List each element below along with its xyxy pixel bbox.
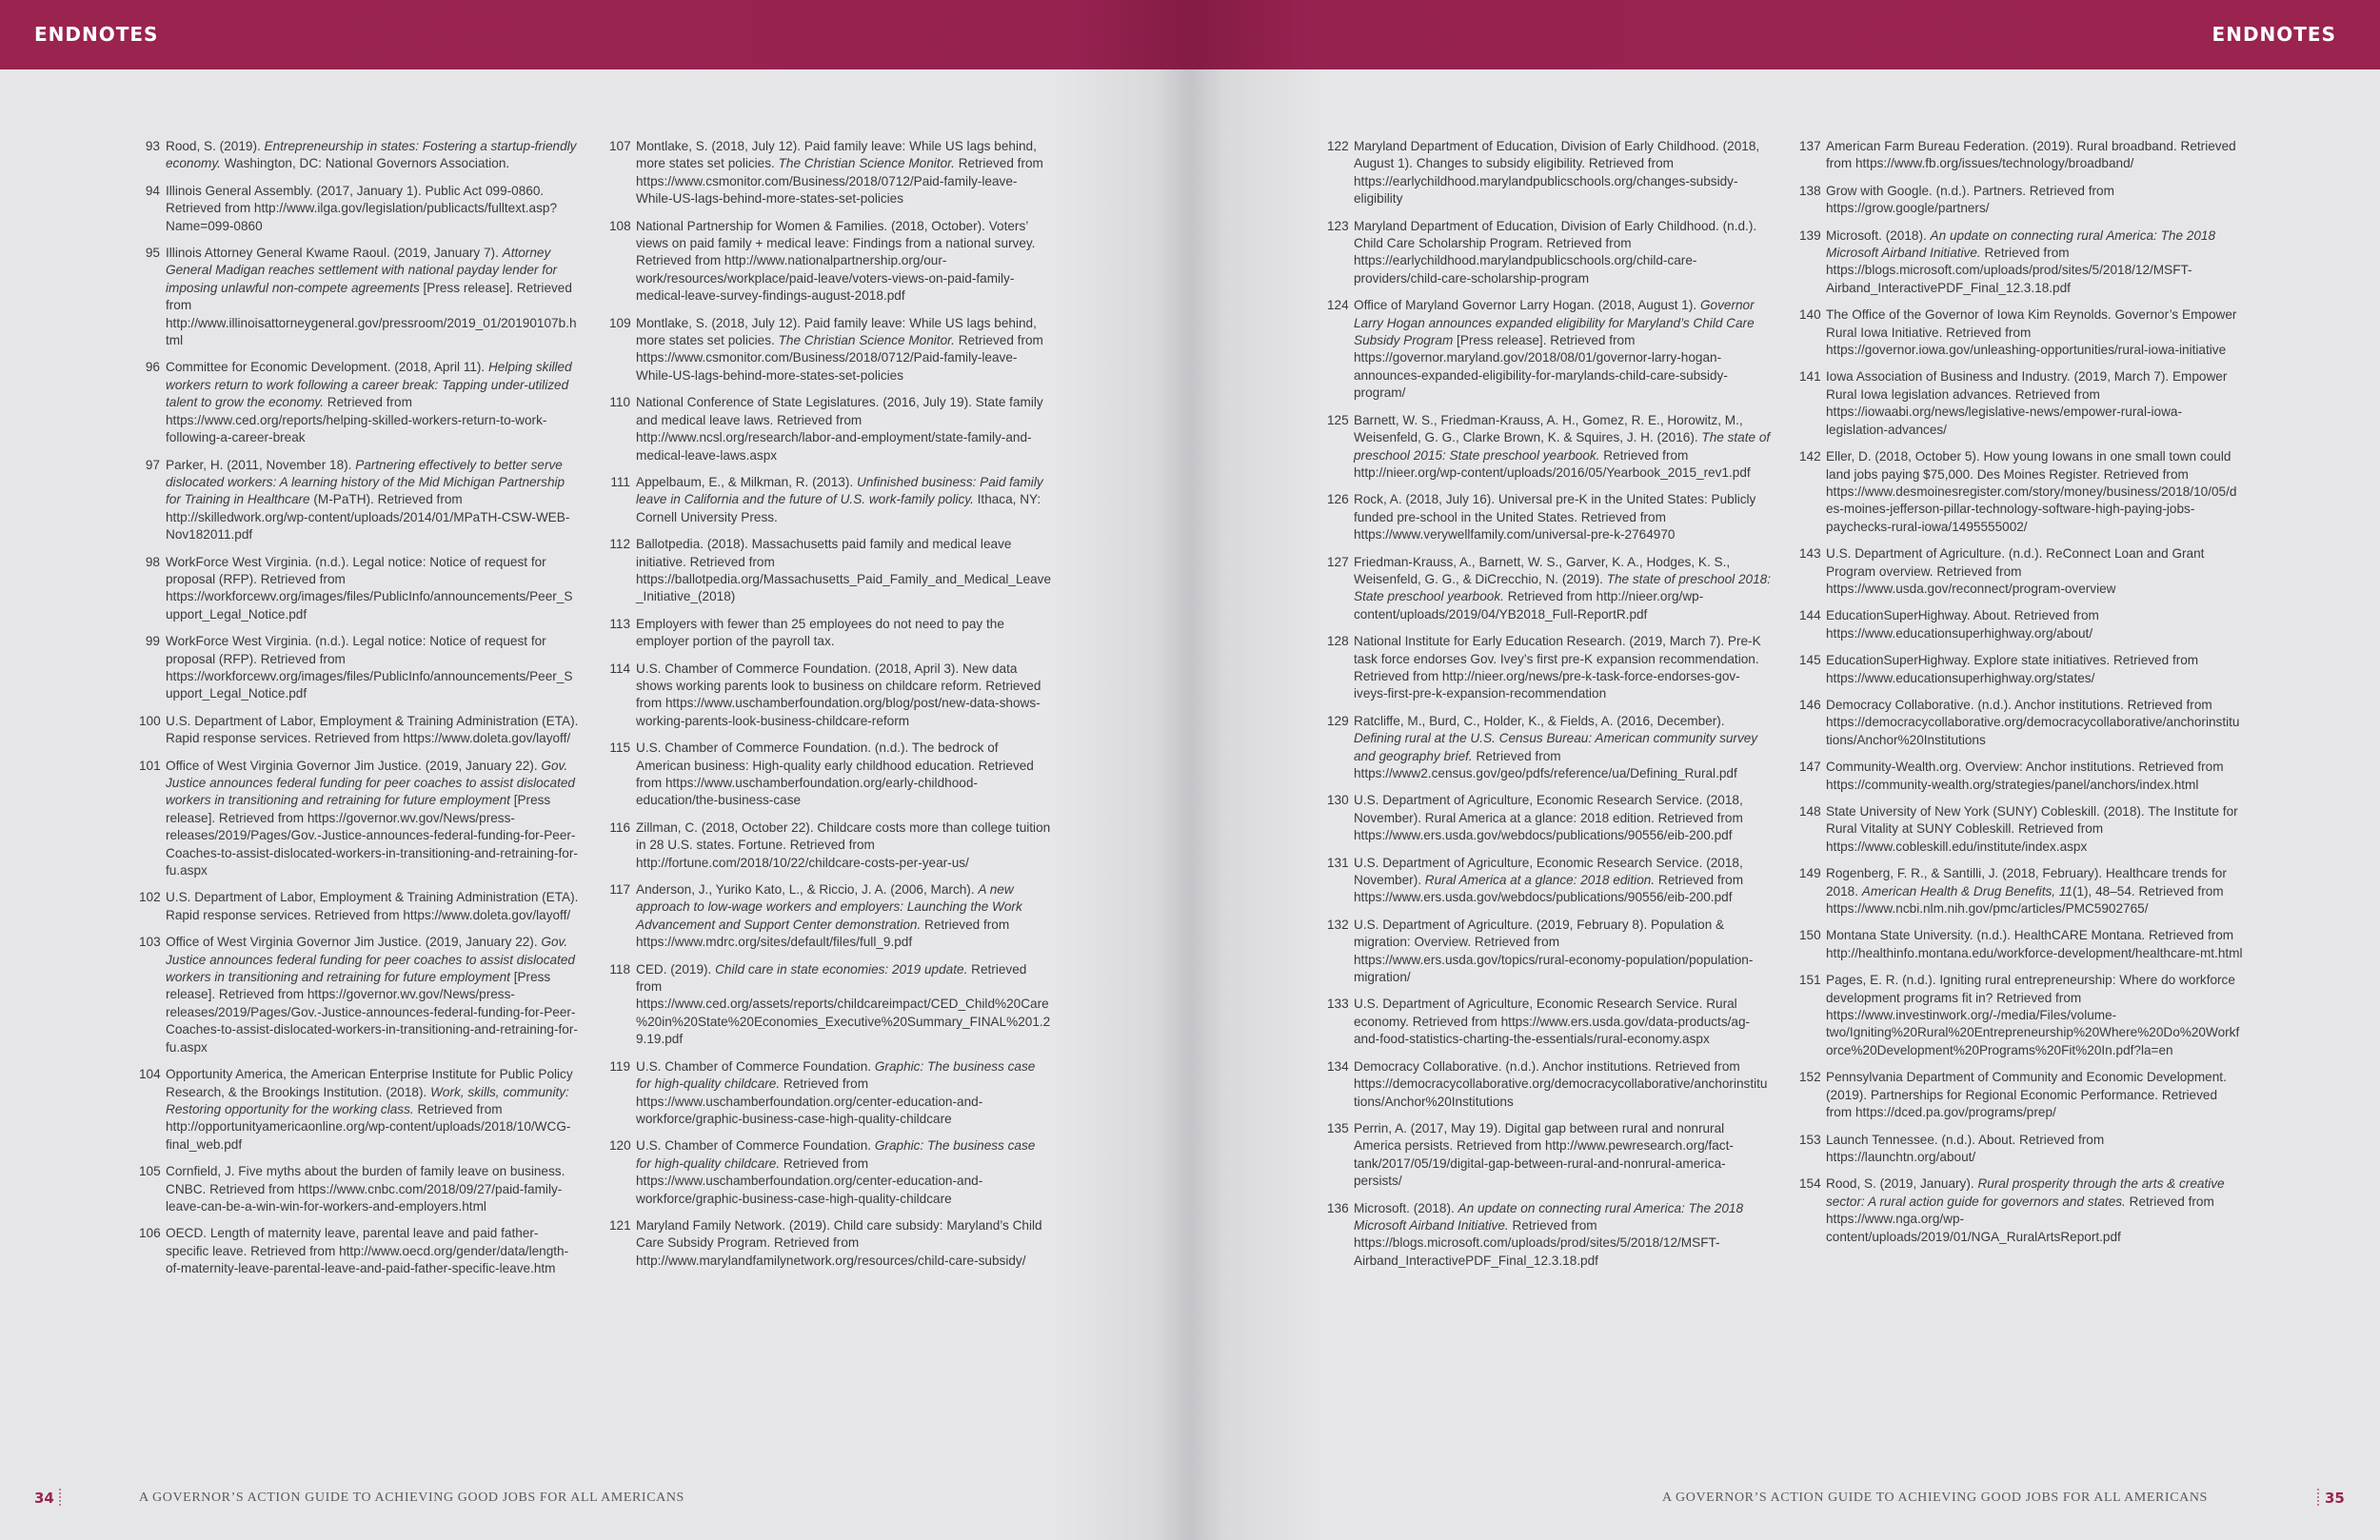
endnote-number: 120 xyxy=(609,1138,631,1154)
endnote-121 xyxy=(609,1217,1053,1270)
endnote-text: Committee for Economic Development. (2018, April 11). Helping skilled workers return to work following a career break: Tapping under-utilized talent to grow the economy. Retrieved from https://www.ced.org/reports/helping-skilled-workers-return-to-work-following-a-career-break xyxy=(166,360,572,445)
endnote-149 xyxy=(1799,865,2243,918)
endnote-number: 139 xyxy=(1799,227,1821,243)
endnote-number: 130 xyxy=(1327,793,1349,808)
endnote-101 xyxy=(139,758,579,880)
endnote-135 xyxy=(1327,1120,1771,1191)
endnote-number: 153 xyxy=(1799,1132,1821,1147)
endnote-102 xyxy=(139,889,579,924)
endnote-text: Rood, S. (2019). Entrepreneurship in states: Fostering a startup-friendly economy. Washington, DC: National Governors Association. xyxy=(166,139,577,171)
endnote-136 xyxy=(1327,1200,1771,1271)
endnote-text: U.S. Chamber of Commerce Foundation. (n.d.). The bedrock of American business: High-quality early childhood education. Retrieved from https://www.uschamberfoundation.org/early-childhood-education/the-business-case xyxy=(636,740,1034,808)
endnote-151 xyxy=(1799,972,2243,1059)
endnotes-column-3 xyxy=(1327,138,1771,1279)
endnote-145 xyxy=(1799,652,2243,687)
endnote-text: Office of West Virginia Governor Jim Justice. (2019, January 22). Gov. Justice announces federal funding for peer coaches to assist dislocated workers in transitioning and retraining for future employment [Press release]. Retrieved from https://governor.wv.gov/News/press-releases/2019/Pages/Gov.-Justice-announces-federal-funding-for-Peer-Coaches-to-assist-dislocated-workers-in-transitioning-and-retraining-for-fu.aspx xyxy=(166,758,578,879)
endnote-text: Montlake, S. (2018, July 12). Paid family leave: While US lags behind, more states set policies. The Christian Science Monitor. Retrieved from https://www.csmonitor.com/Business/2018/0712/Paid-family-leave-While-US-lags-behind-more-states-set-policies xyxy=(636,315,1043,383)
endnote-number: 115 xyxy=(609,740,630,756)
endnote-text: EducationSuperHighway. About. Retrieved from https://www.educationsuperhighway.org/about/ xyxy=(1826,608,2099,641)
endnote-text: WorkForce West Virginia. (n.d.). Legal notice: Notice of request for proposal (RFP). Retrieved from https://workforcewv.org/images/files/PublicInfo/announcements/Peer_Support_Legal_Notice.pdf xyxy=(166,554,573,622)
endnote-number: 118 xyxy=(609,961,630,977)
endnote-number: 149 xyxy=(1799,866,1821,881)
endnote-text: Launch Tennessee. (n.d.). About. Retrieved from https://launchtn.org/about/ xyxy=(1826,1132,2105,1164)
endnote-109 xyxy=(609,315,1053,385)
footer-title: A GOVERNOR’S ACTION GUIDE TO ACHIEVING GOOD JOBS FOR ALL AMERICANS xyxy=(1662,1491,2208,1505)
endnote-127 xyxy=(1327,554,1771,624)
endnote-107 xyxy=(609,138,1053,208)
endnote-number: 101 xyxy=(139,758,161,773)
endnote-number: 132 xyxy=(1327,917,1349,932)
endnote-number: 98 xyxy=(145,554,160,569)
endnote-number: 117 xyxy=(609,882,630,898)
endnote-number: 107 xyxy=(609,139,631,153)
endnote-text: Pages, E. R. (n.d.). Igniting rural entrepreneurship: Where do workforce development programs fit in? Retrieved from https://www.investinwork.org/-/media/Files/volume-two/Igniting%20Rural%20Entrepreneurship%20Where%20Do%20Workforce%20Development%20Programs%20Fit%20In.pdf?la=en xyxy=(1826,973,2240,1057)
endnote-119 xyxy=(609,1058,1053,1129)
endnote-95 xyxy=(139,245,579,349)
endnote-105 xyxy=(139,1163,579,1215)
endnote-number: 93 xyxy=(145,139,160,153)
endnote-text: The Office of the Governor of Iowa Kim Reynolds. Governor’s Empower Rural Iowa Initiative. Retrieved from https://governor.iowa.gov/unleashing-opportunities/rural-iowa-initiative xyxy=(1826,307,2237,358)
endnote-134 xyxy=(1327,1058,1771,1111)
endnotes-column-1 xyxy=(139,138,579,1288)
endnote-text: National Conference of State Legislatures. (2016, July 19). State family and medical leave laws. Retrieved from http://www.ncsl.org/research/labor-and-employment/state-family-and-medical-leave-laws.aspx xyxy=(636,395,1043,463)
endnote-number: 154 xyxy=(1799,1176,1821,1192)
endnote-text: OECD. Length of maternity leave, parental leave and paid father-specific leave. Retrieved from http://www.oecd.org/gender/data/length-of-maternity-leave-parental-leave-and-paid-father-specific-leave.htm xyxy=(166,1226,569,1276)
endnote-text: Montlake, S. (2018, July 12). Paid family leave: While US lags behind, more states set policies. The Christian Science Monitor. Retrieved from https://www.csmonitor.com/Business/2018/0712/Paid-family-leave-While-US-lags-behind-more-states-set-policies xyxy=(636,139,1043,207)
endnote-text: Barnett, W. S., Friedman-Krauss, A. H., Gomez, R. E., Horowitz, M., Weisenfeld, G. G., Clarke Brown, K. & Squires, J. H. (2016). The state of preschool 2015: State preschool yearbook. Retrieved from http://nieer.org/wp-content/uploads/2016/05/Yearbook_2015_rev1.pdf xyxy=(1354,412,1771,480)
endnote-137 xyxy=(1799,138,2243,173)
endnote-text: U.S. Chamber of Commerce Foundation. Graphic: The business case for high-quality childcare. Retrieved from https://www.uschamberfoundation.org/center-education-and-workforce/graphic-business-case-high-quality-childcare xyxy=(636,1058,1036,1126)
endnote-number: 145 xyxy=(1799,653,1821,668)
endnote-114 xyxy=(609,661,1053,731)
endnote-number: 110 xyxy=(609,395,630,410)
endnote-number: 129 xyxy=(1327,713,1349,728)
endnote-number: 112 xyxy=(609,537,630,552)
endnote-number: 138 xyxy=(1799,183,1821,198)
endnote-number: 122 xyxy=(1327,139,1349,153)
endnote-146 xyxy=(1799,697,2243,749)
endnote-106 xyxy=(139,1225,579,1277)
endnote-text: Illinois General Assembly. (2017, January 1). Public Act 099-0860. Retrieved from http://www.ilga.gov/legislation/publicacts/fulltext.asp?Name=099-0860 xyxy=(166,183,558,233)
endnote-text: U.S. Department of Agriculture, Economic Research Service. (2018, November). Rural America at a glance: 2018 edition. Retrieved from https://www.ers.usda.gov/webdocs/publications/90556/eib-200.pdf xyxy=(1354,793,1743,843)
endnote-text: Maryland Family Network. (2019). Child care subsidy: Maryland’s Child Care Subsidy Program. Retrieved from http://www.marylandfamilynetwork.org/resources/child-care-subsidy/ xyxy=(636,1217,1042,1268)
endnote-number: 127 xyxy=(1327,554,1349,569)
endnote-text: National Institute for Early Education Research. (2019, March 7). Pre-K task force endorses Gov. Ivey’s first pre-K expansion recommendation. Retrieved from http://nieer.org/news/pre-k-task-force-endorses-gov-iveys-first-pre-k-expansion-recommendation xyxy=(1354,634,1761,701)
endnote-129 xyxy=(1327,713,1771,783)
section-title: ENDNOTES xyxy=(2211,23,2336,46)
endnote-text: Iowa Association of Business and Industry. (2019, March 7). Empower Rural Iowa legislation advances. Retrieved from https://iowaabi.org/news/legislative-news/empower-rural-iowa-legislation-advances/ xyxy=(1826,369,2228,437)
endnotes-column-2 xyxy=(609,138,1053,1279)
endnote-number: 119 xyxy=(609,1058,630,1074)
endnote-96 xyxy=(139,359,579,446)
endnote-text: Parker, H. (2011, November 18). Partnering effectively to better serve dislocated workers: A learning history of the Mid Michigan Partnership for Training in Healthcare (M-PaTH). Retrieved from http://skilledwork.org/wp-content/uploads/2014/01/MPaTH-CSW-WEB-Nov182011.pdf xyxy=(166,457,570,543)
endnote-number: 114 xyxy=(609,661,630,676)
endnote-153 xyxy=(1799,1132,2243,1167)
endnote-text: American Farm Bureau Federation. (2019). Rural broadband. Retrieved from https://www.fb.org/issues/technology/broadband/ xyxy=(1826,139,2236,171)
endnote-text: EducationSuperHighway. Explore state initiatives. Retrieved from https://www.educationsuperhighway.org/states/ xyxy=(1826,653,2199,685)
endnote-text: Office of Maryland Governor Larry Hogan. (2018, August 1). Governor Larry Hogan announces expanded eligibility for Maryland’s Child Care Subsidy Program [Press release]. Retrieved from https://governor.maryland.gov/2018/08/01/governor-larry-hogan-announces-expanded-eligibility-for-marylands-child-care-subsidy-program/ xyxy=(1354,298,1755,401)
endnote-number: 94 xyxy=(145,183,160,198)
header-band xyxy=(1190,0,2380,69)
endnote-number: 97 xyxy=(145,457,160,472)
endnote-text: Illinois Attorney General Kwame Raoul. (2019, January 7). Attorney General Madigan reaches settlement with national payday lender for imposing unlawful non-compete agreements [Press release]. Retrieved from http://www.illinoisattorneygeneral.gov/pressroom/2019_01/20190107b.html xyxy=(166,246,577,348)
endnote-number: 111 xyxy=(610,474,630,489)
endnote-124 xyxy=(1327,297,1771,402)
endnote-number: 103 xyxy=(139,935,161,950)
endnote-number: 133 xyxy=(1327,997,1349,1012)
endnote-150 xyxy=(1799,927,2243,962)
endnote-154 xyxy=(1799,1175,2243,1246)
endnote-108 xyxy=(609,218,1053,306)
endnote-147 xyxy=(1799,759,2243,794)
endnote-142 xyxy=(1799,448,2243,536)
endnote-133 xyxy=(1327,996,1771,1048)
endnote-text: CED. (2019). Child care in state economies: 2019 update. Retrieved from https://www.ced.org/assets/reports/childcareimpact/CED_Child%20Care%20in%20State%20Economies_Executive%20Summary_FINAL%201.29.19.pdf xyxy=(636,961,1051,1047)
endnote-text: U.S. Department of Labor, Employment & Training Administration (ETA). Rapid response services. Retrieved from https://www.doleta.gov/layoff/ xyxy=(166,713,579,746)
endnote-text: Maryland Department of Education, Division of Early Childhood. (n.d.). Child Care Scholarship Program. Retrieved from https://earlychildhood.marylandpublicschools.org/child-care-providers/child-care-scholarship-program xyxy=(1354,218,1757,286)
endnote-text: Ratcliffe, M., Burd, C., Holder, K., & Fields, A. (2016, December). Defining rural at the U.S. Census Bureau: American community survey and geography brief. Retrieved from https://www2.census.gov/geo/pdfs/reference/ua/Defining_Rural.pdf xyxy=(1354,713,1758,780)
endnote-138 xyxy=(1799,183,2243,218)
endnote-text: U.S. Department of Labor, Employment & Training Administration (ETA). Rapid response services. Retrieved from https://www.doleta.gov/layoff/ xyxy=(166,890,579,922)
endnote-number: 109 xyxy=(609,315,631,330)
endnote-120 xyxy=(609,1137,1053,1208)
endnote-115 xyxy=(609,740,1053,810)
endnote-97 xyxy=(139,457,579,544)
endnote-text: U.S. Chamber of Commerce Foundation. Graphic: The business case for high-quality childcare. Retrieved from https://www.uschamberfoundation.org/center-education-and-workforce/graphic-business-case-high-quality-childcare xyxy=(636,1138,1036,1206)
endnote-126 xyxy=(1327,491,1771,543)
endnote-text: U.S. Department of Agriculture. (2019, February 8). Population & migration: Overview. Retrieved from https://www.ers.usda.gov/topics/rural-economy-population/population-migration/ xyxy=(1354,917,1754,985)
endnote-text: Microsoft. (2018). An update on connecting rural America: The 2018 Microsoft Airband Initiative. Retrieved from https://blogs.microsoft.com/uploads/prod/sites/5/2018/12/MSFT-Airband_InteractivePDF_Final_12.3.18.pdf xyxy=(1354,1200,1744,1268)
endnote-number: 125 xyxy=(1327,412,1349,427)
endnote-93 xyxy=(139,138,579,173)
endnote-number: 144 xyxy=(1799,608,1821,623)
section-title: ENDNOTES xyxy=(34,23,159,46)
endnote-98 xyxy=(139,554,579,624)
endnote-text: WorkForce West Virginia. (n.d.). Legal notice: Notice of request for proposal (RFP). Retrieved from https://workforcewv.org/images/files/PublicInfo/announcements/Peer_Support_Legal_Notice.pdf xyxy=(166,634,573,701)
endnote-number: 105 xyxy=(139,1164,161,1179)
endnote-text: Ballotpedia. (2018). Massachusetts paid family and medical leave initiative. Retrieved from https://ballotpedia.org/Massachusetts_Paid_Family_and_Medical_Leave_Initiative_(2018) xyxy=(636,537,1052,604)
endnote-number: 96 xyxy=(145,360,160,375)
right-page xyxy=(1190,0,2380,1540)
endnote-number: 151 xyxy=(1799,973,1821,988)
endnote-text: Friedman-Krauss, A., Barnett, W. S., Garver, K. A., Hodges, K. S., Weisenfeld, G. G., & DiCrecchio, N. (2019). The state of preschool 2018: State preschool yearbook. Retrieved from http://nieer.org/wp-content/uploads/2019/04/YB2018_Full-ReportR.pdf xyxy=(1354,554,1771,622)
endnote-104 xyxy=(139,1066,579,1154)
endnote-number: 146 xyxy=(1799,697,1821,712)
endnote-110 xyxy=(609,394,1053,464)
endnote-text: Community-Wealth.org. Overview: Anchor institutions. Retrieved from https://community-wealth.org/strategies/panel/anchors/index.html xyxy=(1826,760,2224,792)
endnote-112 xyxy=(609,536,1053,606)
endnote-text: Zillman, C. (2018, October 22). Childcare costs more than college tuition in 28 U.S. states. Fortune. Retrieved from http://fortune.com/2018/10/22/childcare-costs-per-year-us/ xyxy=(636,819,1051,870)
endnote-113 xyxy=(609,616,1053,651)
endnote-139 xyxy=(1799,227,2243,298)
endnote-number: 124 xyxy=(1327,298,1349,313)
endnote-number: 142 xyxy=(1799,449,1821,464)
endnote-number: 106 xyxy=(139,1226,161,1241)
endnote-111 xyxy=(609,474,1053,526)
endnote-123 xyxy=(1327,218,1771,288)
endnote-number: 100 xyxy=(139,713,161,728)
endnote-text: U.S. Chamber of Commerce Foundation. (2018, April 3). New data shows working parents look to business on childcare reform. Retrieved from https://www.uschamberfoundation.org/blog/post/new-data-shows-working-parents-look-business-childcare-reform xyxy=(636,661,1041,728)
endnote-128 xyxy=(1327,633,1771,703)
endnote-text: Grow with Google. (n.d.). Partners. Retrieved from https://grow.google/partners/ xyxy=(1826,183,2114,216)
endnote-text: Employers with fewer than 25 employees do not need to pay the employer portion of the payroll tax. xyxy=(636,616,1004,649)
endnote-94 xyxy=(139,183,579,235)
endnote-text: Maryland Department of Education, Division of Early Childhood. (2018, August 1). Changes to subsidy eligibility. Retrieved from https://earlychildhood.marylandpublicschools.org/changes-subsidy-eligibility xyxy=(1354,139,1760,207)
page-number: 34 xyxy=(34,1490,54,1507)
endnote-text: Anderson, J., Yuriko Kato, L., & Riccio, J. A. (2006, March). A new approach to low-wage workers and employers: Launching the Work Advancement and Support Center demonstration. Retrieved from https://www.mdrc.org/sites/default/files/full_9.pdf xyxy=(636,882,1022,950)
endnote-number: 116 xyxy=(609,819,630,835)
endnote-text: Pennsylvania Department of Community and Economic Development. (2019). Partnerships for Regional Economic Performance. Retrieved from https://dced.pa.gov/programs/prep/ xyxy=(1826,1070,2227,1120)
endnote-number: 150 xyxy=(1799,928,1821,943)
endnote-118 xyxy=(609,961,1053,1049)
endnote-number: 148 xyxy=(1799,804,1821,819)
endnote-text: Microsoft. (2018). An update on connecting rural America: The 2018 Microsoft Airband Initiative. Retrieved from https://blogs.microsoft.com/uploads/prod/sites/5/2018/12/MSFT-Airband_InteractivePDF_Final_12.3.18.pdf xyxy=(1826,227,2216,295)
endnote-144 xyxy=(1799,607,2243,642)
endnote-number: 137 xyxy=(1799,139,1821,153)
endnote-text: National Partnership for Women & Families. (2018, October). Voters’ views on paid family + medical leave: Findings from a national survey. Retrieved from http://www.nationalpartnership.org/our-work/resources/workplace/paid-leave/voters-views-on-paid-family-medical-leave-survey-findings-august-2018.pdf xyxy=(636,218,1036,304)
endnote-text: Office of West Virginia Governor Jim Justice. (2019, January 22). Gov. Justice announces federal funding for peer coaches to assist dislocated workers in transitioning and retraining for future employment [Press release]. Retrieved from https://governor.wv.gov/News/press-releases/2019/Pages/Gov.-Justice-announces-federal-funding-for-Peer-Coaches-to-assist-dislocated-workers-in-transitioning-and-retraining-for-fu.aspx xyxy=(166,935,578,1055)
endnote-number: 143 xyxy=(1799,546,1821,562)
endnote-number: 102 xyxy=(139,890,161,905)
endnote-text: Rood, S. (2019, January). Rural prosperity through the arts & creative sector: A rural action guide for governors and states. Retrieved from https://www.nga.org/wp-content/uploads/2019/01/NGA_RuralArtsReport.pdf xyxy=(1826,1176,2225,1244)
endnote-number: 126 xyxy=(1327,492,1349,507)
endnote-number: 140 xyxy=(1799,307,1821,323)
page-number-divider xyxy=(59,1489,61,1506)
endnote-125 xyxy=(1327,412,1771,483)
endnote-text: State University of New York (SUNY) Cobleskill. (2018). The Institute for Rural Vitality at SUNY Cobleskill. Retrieved from https://www.cobleskill.edu/institute/index.aspx xyxy=(1826,804,2238,854)
endnote-number: 113 xyxy=(609,616,630,631)
endnote-text: U.S. Department of Agriculture, Economic Research Service. (2018, November). Rural America at a glance: 2018 edition. Retrieved from https://www.ers.usda.gov/webdocs/publications/90556/eib-200.pdf xyxy=(1354,855,1744,905)
page-number: 35 xyxy=(2325,1490,2345,1507)
endnote-143 xyxy=(1799,545,2243,598)
endnote-text: Perrin, A. (2017, May 19). Digital gap between rural and nonrural America persists. Retrieved from http://www.pewresearch.org/fact-tank/2017/05/19/digital-gap-between-rural-and-nonrural-america-persists/ xyxy=(1354,1120,1734,1189)
endnote-text: Rogenberg, F. R., & Santilli, J. (2018, February). Healthcare trends for 2018. American Health & Drug Benefits, 11(1), 48–54. Retrieved from https://www.ncbi.nlm.nih.gov/pmc/articles/PMC5902765/ xyxy=(1826,866,2227,917)
endnote-100 xyxy=(139,713,579,748)
endnote-number: 134 xyxy=(1327,1058,1349,1074)
endnote-text: Eller, D. (2018, October 5). How young Iowans in one small town could land jobs paying $75,000. Des Moines Register. Retrieved from https://www.desmoinesregister.com/story/money/business/2018/10/05/des-moines-jefferson-pillar-technology-software-high-paying-jobs-paychecks-rural-iowa/1495555002/ xyxy=(1826,449,2237,534)
header-band xyxy=(0,0,1190,69)
page-number-divider xyxy=(2317,1489,2319,1506)
endnote-99 xyxy=(139,633,579,703)
endnote-122 xyxy=(1327,138,1771,208)
endnote-number: 104 xyxy=(139,1067,161,1082)
endnote-117 xyxy=(609,881,1053,952)
endnote-number: 136 xyxy=(1327,1200,1349,1215)
endnote-number: 108 xyxy=(609,218,631,233)
endnote-text: Cornfield, J. Five myths about the burden of family leave on business. CNBC. Retrieved from https://www.cnbc.com/2018/09/27/paid-family-leave-can-be-a-win-win-for-workers-and-employers.html xyxy=(166,1164,565,1214)
endnote-152 xyxy=(1799,1069,2243,1121)
endnote-number: 95 xyxy=(145,246,160,261)
endnote-140 xyxy=(1799,306,2243,359)
endnote-103 xyxy=(139,934,579,1056)
endnote-number: 121 xyxy=(609,1217,631,1233)
endnote-116 xyxy=(609,819,1053,872)
endnote-number: 141 xyxy=(1799,369,1821,385)
endnote-text: Montana State University. (n.d.). HealthCARE Montana. Retrieved from http://healthinfo.montana.edu/workforce-development/healthcare-mt.html xyxy=(1826,928,2243,960)
endnote-text: Democracy Collaborative. (n.d.). Anchor institutions. Retrieved from https://democracycollaborative.org/democracycollaborative/anchorinstitutions/Anchor%20Institutions xyxy=(1826,697,2240,747)
endnote-132 xyxy=(1327,917,1771,987)
endnote-number: 123 xyxy=(1327,218,1349,233)
endnote-130 xyxy=(1327,792,1771,844)
endnote-text: Opportunity America, the American Enterprise Institute for Public Policy Research, & the Brookings Institution. (2018). Work, skills, community: Restoring opportunity for the working class. Retrieved from http://opportunityamericaonline.org/wp-content/uploads/2018/10/WCG-final_web.pdf xyxy=(166,1067,573,1152)
endnote-number: 128 xyxy=(1327,634,1349,649)
endnote-131 xyxy=(1327,855,1771,907)
endnote-number: 147 xyxy=(1799,760,1821,775)
endnote-number: 131 xyxy=(1327,855,1349,870)
endnote-text: Appelbaum, E., & Milkman, R. (2013). Unfinished business: Paid family leave in California and the future of U.S. work-family policy. Ithaca, NY: Cornell University Press. xyxy=(636,474,1043,524)
endnote-number: 99 xyxy=(145,634,160,649)
footer-title: A GOVERNOR’S ACTION GUIDE TO ACHIEVING GOOD JOBS FOR ALL AMERICANS xyxy=(139,1491,684,1505)
endnote-number: 135 xyxy=(1327,1120,1349,1135)
endnote-148 xyxy=(1799,803,2243,856)
endnote-number: 152 xyxy=(1799,1070,1821,1085)
endnote-text: U.S. Department of Agriculture, Economic Research Service. Rural economy. Retrieved from https://www.ers.usda.gov/data-products/ag-and-food-statistics-charting-the-essentials/rural-economy.aspx xyxy=(1354,997,1751,1047)
endnote-141 xyxy=(1799,368,2243,439)
endnote-text: Democracy Collaborative. (n.d.). Anchor institutions. Retrieved from https://democracycollaborative.org/democracycollaborative/anchorinstitutions/Anchor%20Institutions xyxy=(1354,1058,1768,1109)
endnotes-column-4 xyxy=(1799,138,2243,1255)
endnote-text: U.S. Department of Agriculture. (n.d.). ReConnect Loan and Grant Program overview. Retrieved from https://www.usda.gov/reconnect/program-overview xyxy=(1826,546,2205,596)
endnote-text: Rock, A. (2018, July 16). Universal pre-K in the United States: Publicly funded pre-school in the United States. Retrieved from https://www.verywellfamily.com/universal-pre-k-2764970 xyxy=(1354,492,1756,543)
